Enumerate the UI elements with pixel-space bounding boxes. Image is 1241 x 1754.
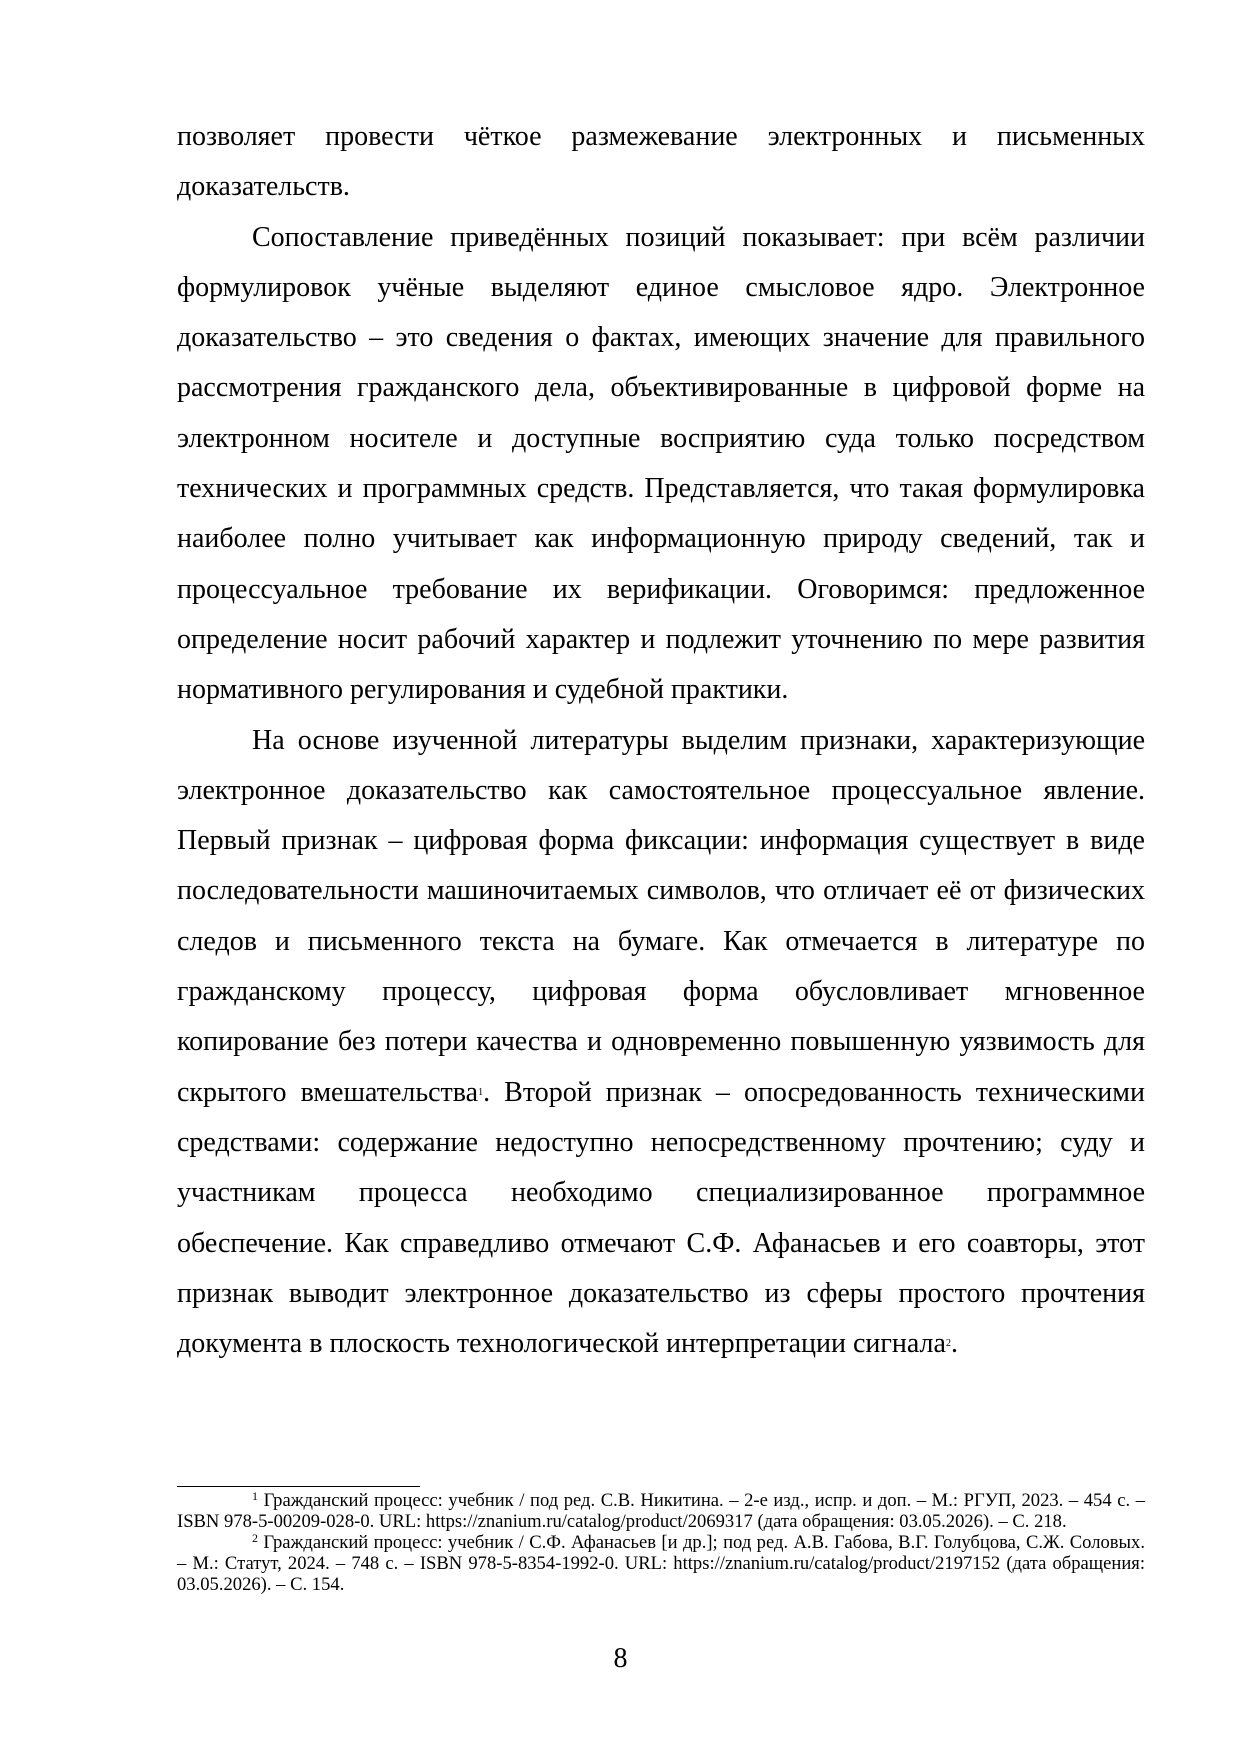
paragraph-text: . Второй признак – опосредованность техническими средствами: содержание недоступно непосредственному прочтению; суду и участникам процесса необходимо специализированное программное обеспечение. Как справедливо отмечают С.Ф. Афанасьев и его соавторы, этот признак выводит электронное доказательство из сферы простого прочтения документа в плоскость технологической интерпретации сигнала bbox=[177, 1076, 1145, 1360]
body-paragraph bbox=[177, 213, 1145, 716]
paragraph-text: позволяет провести чёткое размежевание электронных и письменных доказательств. bbox=[177, 121, 1145, 203]
footnote-text: Гражданский процесс: учебник / С.Ф. Афанасьев [и др.]; под ред. А.В. Габова, В.Г. Голубцова, С.Ж. Соловых. – М.: Статут, 2024. – 748 с. – ISBN 978-5-8354-1992-0. URL: https://znanium.ru/catalog/product/2197152 (дата обращения: 03.05.2026). – С. 154. bbox=[177, 1532, 1145, 1595]
footnote-text: Гражданский процесс: учебник / под ред. С.В. Никитина. – 2-е изд., испр. и доп. – М.: РГУП, 2023. – 454 с. – ISBN 978-5-00209-028-0. URL: https://znanium.ru/catalog/product/2069317 (дата обращения: 03.05.2026). – С. 218. bbox=[177, 1490, 1145, 1532]
body-text bbox=[177, 112, 1145, 1369]
footnote-mark: 1 bbox=[252, 1489, 258, 1503]
footnotes bbox=[177, 1490, 1145, 1595]
page-number: 8 bbox=[613, 1643, 628, 1674]
body-paragraph bbox=[177, 112, 1145, 213]
footnote-separator bbox=[177, 1486, 420, 1487]
body-paragraph bbox=[177, 716, 1145, 1370]
footnote-reference[interactable]: 2 bbox=[945, 1338, 951, 1350]
footnote bbox=[177, 1532, 1145, 1595]
footnote bbox=[177, 1490, 1145, 1532]
paragraph-text: На основе изученной литературы выделим признаки, характеризующие электронное доказательство как самостоятельное процессуальное явление. Первый признак – цифровая форма фиксации: информация существует в виде последовательности машиночитаемых символов, что отличает её от физических следов и письменного текста на бумаге. Как отмечается в литературе по гражданскому процессу, цифровая форма обусловливает мгновенное копирование без потери качества и одновременно повышенную уязвимость для скрытого вмешательства bbox=[177, 724, 1145, 1108]
paragraph-text: Сопоставление приведённых позиций показывает: при всём различии формулировок учёные выделяют единое смысловое ядро. Электронное доказательство – это сведения о фактах, имеющих значение для правильного рассмотрения гражданского дела, объективированные в цифровой форме на электронном носителе и доступные восприятию суда только посредством технических и программных средств. Представляется, что такая формулировка наиболее полно учитывает как информационную природу сведений, так и процессуальное требование их верификации. Оговоримся: предложенное определение носит рабочий характер и подлежит уточнению по мере развития нормативного регулирования и судебной практики. bbox=[177, 221, 1145, 706]
footnote-reference[interactable]: 1 bbox=[478, 1086, 484, 1098]
footnote-mark: 2 bbox=[252, 1531, 258, 1545]
paragraph-text: . bbox=[950, 1328, 958, 1360]
